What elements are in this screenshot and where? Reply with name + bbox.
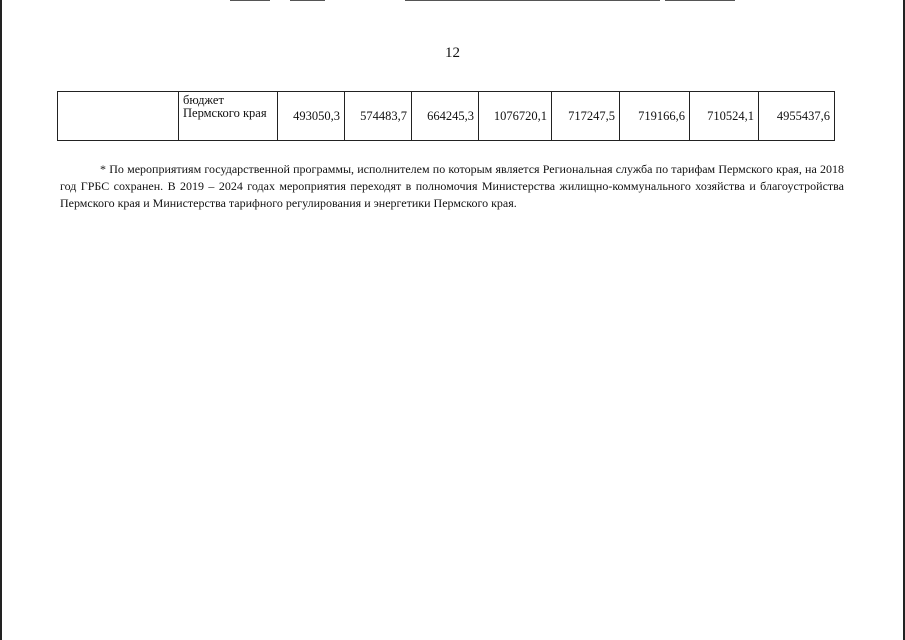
table-cell-value: 493050,3 xyxy=(278,92,345,141)
footnote: * По мероприятиям государственной программы, исполнителем по которым является Региональная служба по тарифам Пермского края, на 2018 год ГРБС сохранен. В 2019 – 2024 годах мероприятия переходят в полномочия Министерства жилищно-коммунального хозяйства и благоустройства Пермского края и Министерства тарифного регулирования и энергетики Пермского края. xyxy=(60,162,844,210)
label-line: бюджет xyxy=(183,93,224,107)
table-cell-value: 664245,3 xyxy=(412,92,479,141)
page-number: 12 xyxy=(445,45,460,61)
table-cell-value: 719166,6 xyxy=(620,92,690,141)
table-cell-value: 710524,1 xyxy=(690,92,759,141)
table-cell-label xyxy=(179,92,278,141)
table-cell-value: 4955437,6 xyxy=(759,92,835,141)
table-cell-value: 717247,5 xyxy=(552,92,620,141)
scan-artifact xyxy=(665,0,735,1)
budget-table xyxy=(57,91,835,141)
table-cell-value: 574483,7 xyxy=(345,92,412,141)
table-cell-value: 1076720,1 xyxy=(479,92,552,141)
scan-artifact xyxy=(405,0,660,1)
table-cell-empty xyxy=(58,92,179,141)
label-line: Пермского края xyxy=(183,106,267,120)
scan-artifact xyxy=(230,0,270,1)
page-edge-left xyxy=(0,0,2,640)
table-row xyxy=(58,92,835,141)
scan-artifact xyxy=(290,0,325,1)
